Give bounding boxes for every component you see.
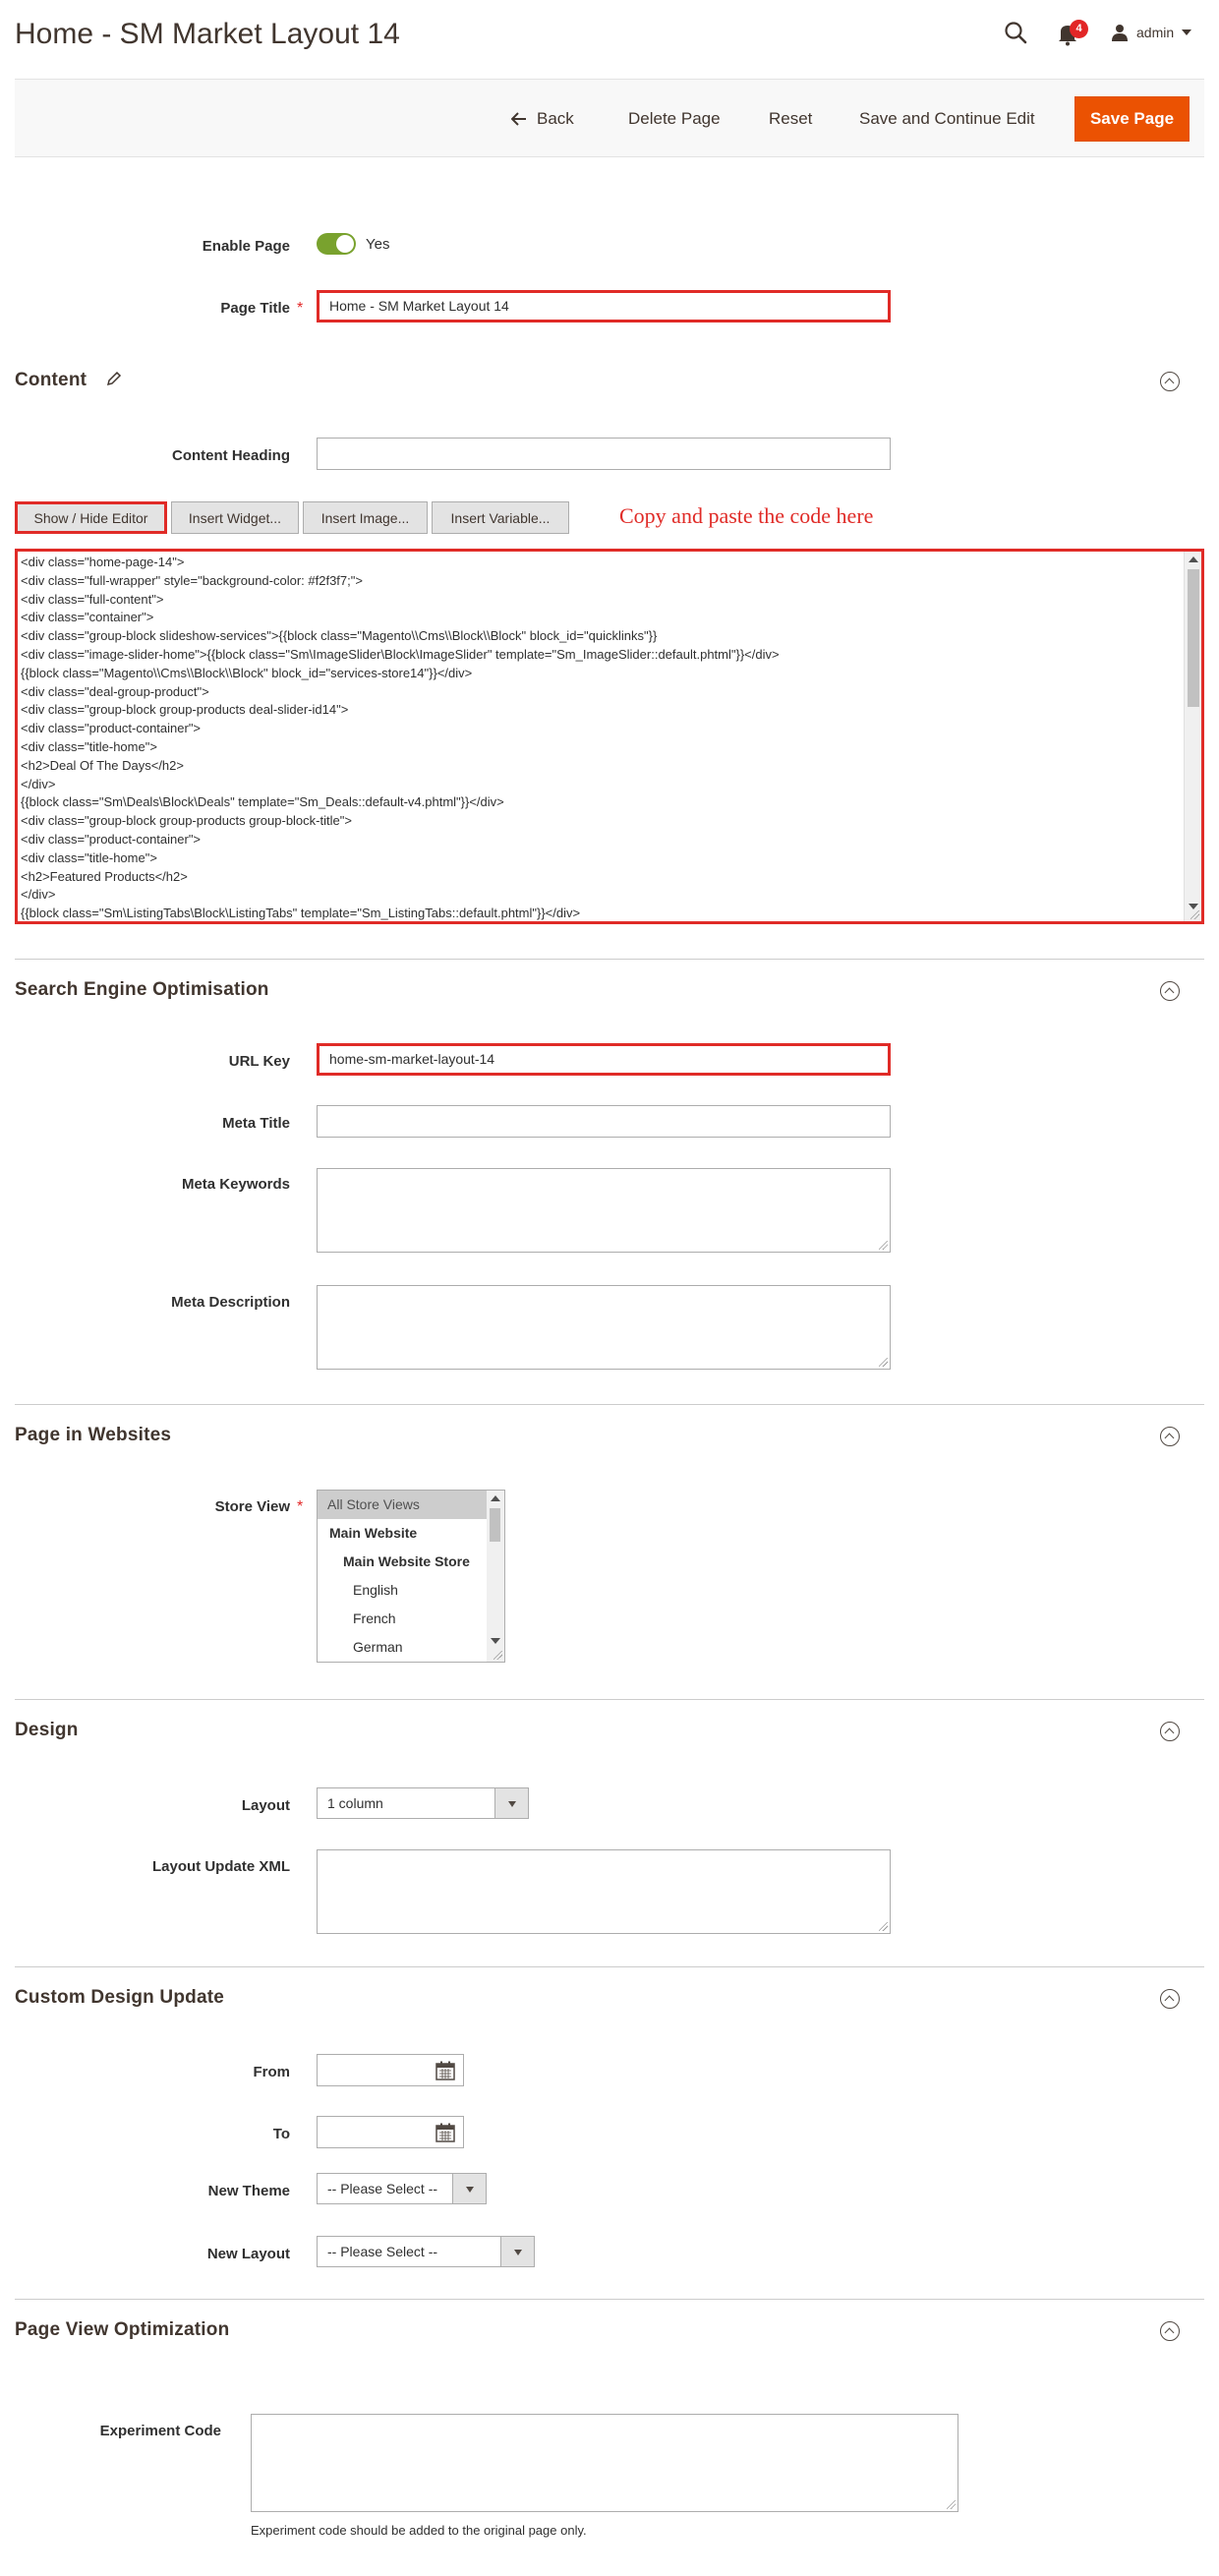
store-option[interactable]: Main Website [329, 1525, 418, 1541]
code-line: <div class="group-block group-products group-block-title"> [21, 813, 352, 829]
content-section-title[interactable]: Content [15, 370, 122, 391]
content-code-textarea[interactable] [15, 549, 1204, 924]
code-line: <div class="group-block slideshow-services">{{block class="Magento\\Cms\\Block\\Block" block_id="quicklinks"}} [21, 628, 658, 644]
meta-description-textarea[interactable] [317, 1285, 891, 1370]
code-line: <div class="product-container"> [21, 721, 202, 736]
show-hide-editor-button[interactable]: Show / Hide Editor [15, 501, 167, 534]
collapse-design-icon[interactable] [1160, 1722, 1180, 1741]
content-heading-label: Content Heading [172, 447, 290, 464]
meta-title-label: Meta Title [222, 1115, 290, 1132]
code-line: </div> [21, 776, 56, 791]
new-theme-label: New Theme [207, 2183, 290, 2199]
enable-page-label: Enable Page [202, 238, 290, 255]
page-actions-bar [15, 79, 1204, 157]
url-key-label: URL Key [228, 1053, 290, 1070]
optimization-section-title[interactable]: Page View Optimization [15, 2319, 230, 2340]
save-page-button[interactable]: Save Page [1074, 96, 1190, 142]
from-date-input[interactable] [317, 2054, 464, 2086]
required-marker: * [297, 300, 304, 317]
chevron-down-icon [500, 2237, 534, 2266]
section-divider [15, 959, 1204, 960]
code-line: {{block class="Sm\Deals\Block\Deals" template="Sm_Deals::default-v4.phtml"}}</div> [21, 794, 504, 810]
url-key-input[interactable]: home-sm-market-layout-14 [317, 1043, 891, 1076]
code-line: {{block class="Sm\ListingTabs\Block\ListingTabs" template="Sm_ListingTabs::default.phtml"}}</div> [21, 906, 581, 921]
store-option[interactable]: German [353, 1639, 403, 1655]
search-icon[interactable] [1003, 20, 1028, 45]
code-line: <div class="deal-group-product"> [21, 683, 209, 699]
new-layout-label: New Layout [206, 2246, 290, 2262]
pencil-icon [106, 371, 122, 386]
layout-select[interactable]: 1 column [317, 1787, 529, 1819]
code-line: </div> [21, 887, 56, 903]
to-date-input[interactable] [317, 2116, 464, 2148]
section-divider [15, 2299, 1204, 2300]
calendar-icon[interactable] [435, 2123, 455, 2142]
content-heading-input[interactable] [317, 438, 891, 470]
collapse-custom-design-icon[interactable] [1160, 1989, 1180, 2009]
collapse-content-icon[interactable] [1160, 372, 1180, 391]
store-option[interactable]: English [353, 1582, 398, 1598]
store-option[interactable]: All Store Views [318, 1491, 487, 1519]
websites-section-title[interactable]: Page in Websites [15, 1425, 172, 1445]
layout-update-xml-textarea[interactable] [317, 1849, 891, 1934]
calendar-icon[interactable] [435, 2061, 455, 2080]
section-divider [15, 1404, 1204, 1405]
user-name: admin [1136, 25, 1175, 40]
layout-update-xml-label: Layout Update XML [151, 1858, 290, 1875]
delete-page-button[interactable]: Delete Page [628, 80, 721, 158]
section-divider [15, 1699, 1204, 1700]
new-theme-select[interactable]: -- Please Select -- [317, 2173, 487, 2204]
code-line: <div class="title-home"> [21, 849, 157, 865]
scrollbar[interactable] [487, 1491, 504, 1662]
layout-label: Layout [241, 1797, 290, 1814]
code-line: <div class="home-page-14"> [21, 555, 185, 569]
insert-widget-button[interactable]: Insert Widget... [171, 501, 299, 534]
meta-title-input[interactable] [317, 1105, 891, 1138]
code-line: <h2>Featured Products</h2> [21, 868, 188, 884]
code-line: {{block class="Magento\\Cms\\Block\\Block" block_id="services-store14"}}</div> [21, 665, 473, 680]
chevron-down-icon [452, 2174, 486, 2203]
code-line: <div class="image-slider-home">{{block class="Sm\ImageSlider\Block\ImageSlider" template="Sm_ImageSlider::default.phtml"}}</div> [21, 646, 780, 662]
chevron-down-icon [494, 1788, 528, 1818]
experiment-code-label: Experiment Code [99, 2423, 221, 2439]
page-title: Home - SM Market Layout 14 [15, 18, 400, 50]
reset-button[interactable]: Reset [769, 80, 812, 158]
back-button[interactable]: Back [511, 80, 574, 158]
custom-design-section-title[interactable]: Custom Design Update [15, 1987, 225, 2008]
enable-page-toggle[interactable] [317, 233, 356, 255]
annotation-text: Copy and paste the code here [619, 503, 874, 528]
meta-description-label: Meta Description [171, 1294, 290, 1311]
code-line: <div class="full-wrapper" style="background-color: #f2f3f7;"> [21, 572, 363, 588]
insert-variable-button[interactable]: Insert Variable... [432, 501, 569, 534]
store-option[interactable]: French [353, 1610, 396, 1626]
page-title-label: Page Title [220, 300, 290, 317]
enable-page-value: Yes [366, 236, 390, 253]
user-icon [1111, 24, 1129, 41]
design-section-title[interactable]: Design [15, 1720, 79, 1740]
user-menu[interactable] [1111, 22, 1191, 43]
seo-section-title[interactable]: Search Engine Optimisation [15, 979, 269, 1000]
store-view-multiselect[interactable] [317, 1490, 505, 1663]
store-view-label: Store View [214, 1498, 290, 1515]
code-line: <h2>Deal Of The Days</h2> [21, 757, 184, 773]
collapse-websites-icon[interactable] [1160, 1427, 1180, 1446]
chevron-down-icon [1182, 29, 1191, 35]
code-line: <div class="title-home"> [21, 738, 157, 754]
notification-badge: 4 [1070, 20, 1088, 38]
scrollbar[interactable] [1184, 552, 1201, 921]
meta-keywords-label: Meta Keywords [181, 1176, 290, 1193]
code-line: <div class="group-block group-products deal-slider-id14"> [21, 702, 349, 718]
page-title-input[interactable]: Home - SM Market Layout 14 [317, 290, 891, 322]
meta-keywords-textarea[interactable] [317, 1168, 891, 1253]
code-line: <div class="container"> [21, 610, 154, 625]
experiment-code-note: Experiment code should be added to the original page only. [251, 2523, 587, 2538]
section-divider [15, 1966, 1204, 1967]
required-marker: * [297, 1498, 304, 1515]
to-date-label: To [272, 2126, 290, 2142]
collapse-seo-icon[interactable] [1160, 981, 1180, 1001]
arrow-left-icon [511, 112, 527, 126]
code-line: <div class="full-content"> [21, 591, 164, 607]
from-date-label: From [253, 2064, 290, 2080]
store-option[interactable]: Main Website Store [343, 1553, 470, 1569]
code-lines [21, 554, 1181, 923]
insert-image-button[interactable]: Insert Image... [303, 501, 428, 534]
save-and-continue-button[interactable]: Save and Continue Edit [859, 80, 1035, 158]
experiment-code-textarea[interactable] [251, 2414, 958, 2512]
code-line: <div class="product-container"> [21, 831, 202, 847]
collapse-optimization-icon[interactable] [1160, 2321, 1180, 2341]
resize-handle[interactable] [1190, 910, 1199, 919]
new-layout-select[interactable]: -- Please Select -- [317, 2236, 535, 2267]
